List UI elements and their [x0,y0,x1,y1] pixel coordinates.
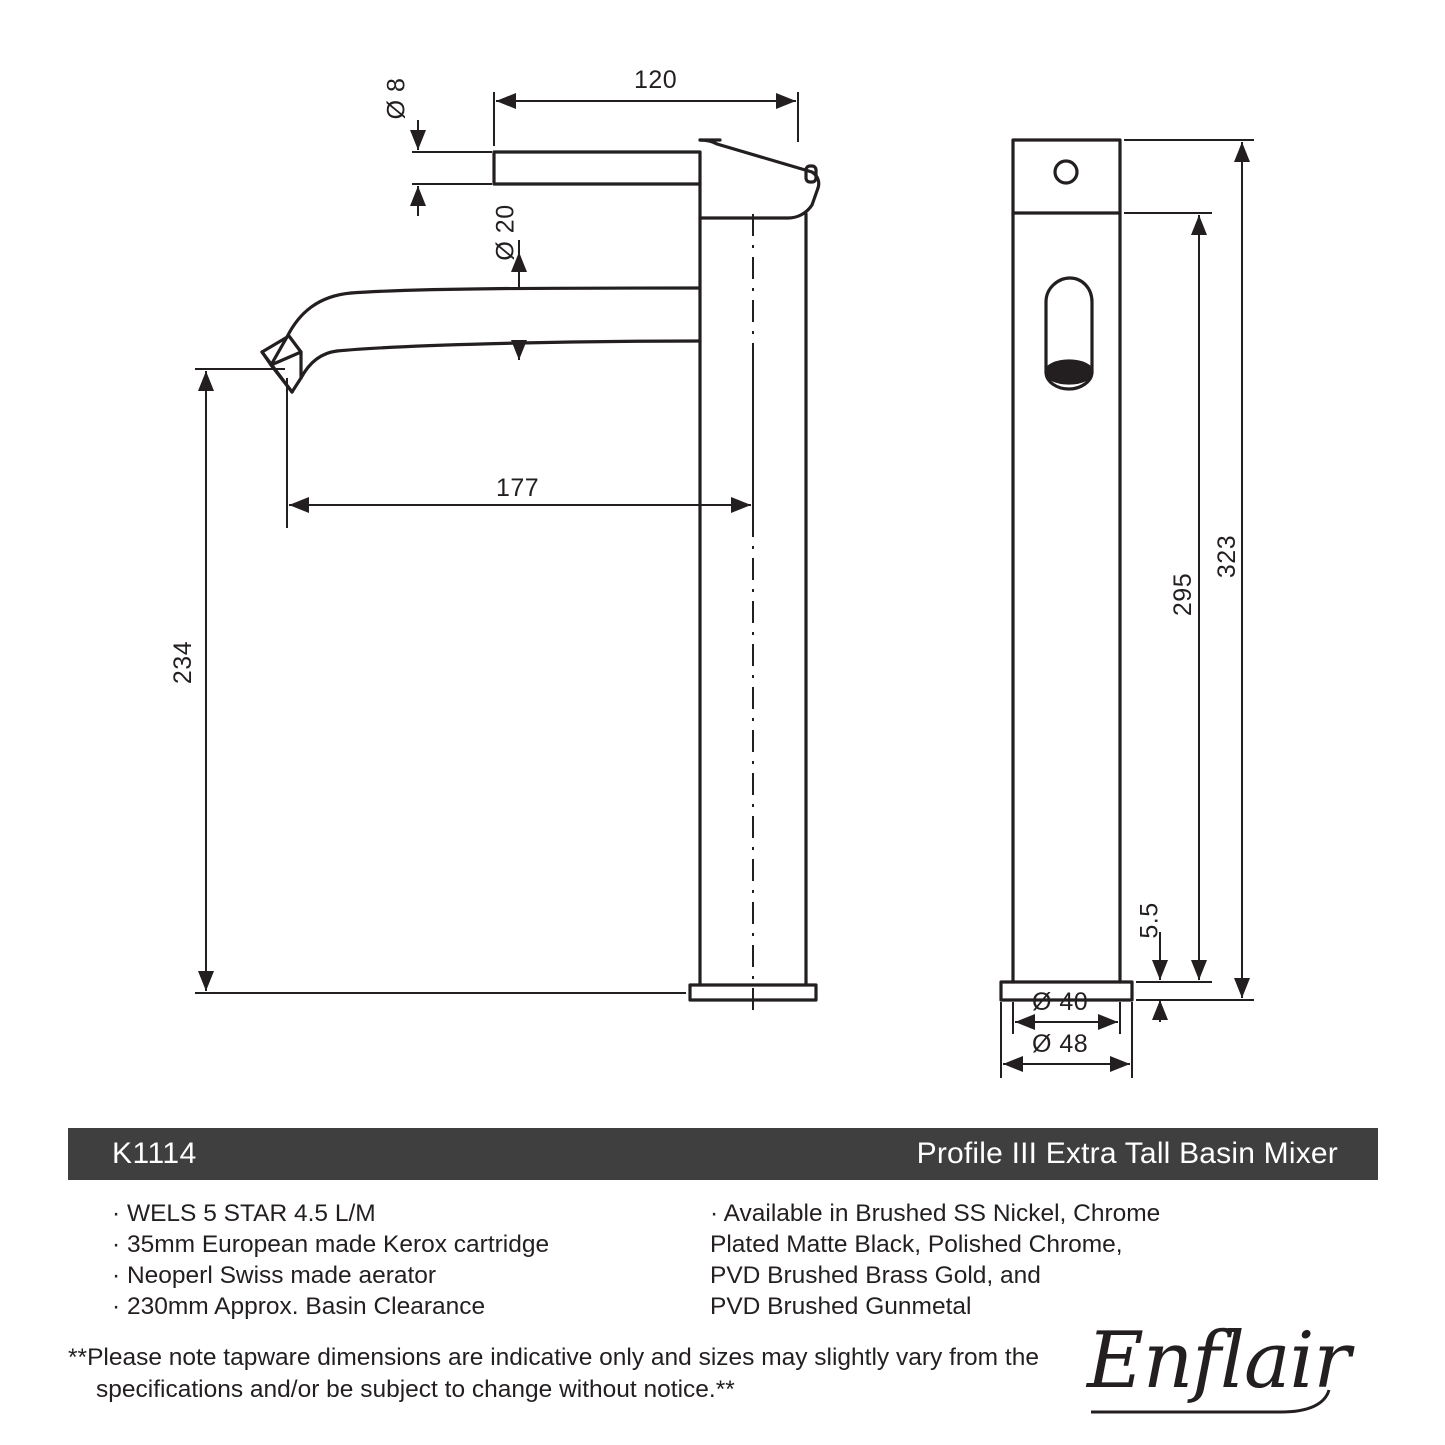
product-name: Profile III Extra Tall Basin Mixer [916,1137,1338,1170]
disclaimer-line-1: **Please note tapware dimensions are indicative only and sizes may slightly vary from the [68,1344,1039,1371]
title-bar [68,1128,1378,1180]
disclaimer [68,1342,1128,1406]
dimension-label-234: 234 [169,640,198,685]
product-code: K1114 [112,1137,197,1170]
availability-line: Plated Matte Black, Polished Chrome, [710,1231,1123,1258]
specifications [68,1198,1378,1322]
availability-line: · Available in Brushed SS Nickel, Chrome [710,1200,1161,1227]
spec-item: · Neoperl Swiss made aerator [112,1262,437,1289]
availability-line: PVD Brushed Brass Gold, and [710,1262,1041,1289]
brand-name: Enflair [1087,1316,1350,1406]
footer [0,1120,1445,1445]
availability-line: PVD Brushed Gunmetal [710,1293,972,1320]
dimension-lines [195,92,1254,1078]
disclaimer-line-2: specifications and/or be subject to change without notice.** [96,1376,735,1403]
spec-column-right [688,1198,1288,1322]
dimension-label-177: 177 [496,474,540,502]
dimension-label-diameter-48: Ø 48 [1032,1030,1089,1058]
brand-logo [1085,1316,1385,1426]
dimension-label-120: 120 [634,66,678,94]
dimension-label-323: 323 [1213,534,1242,579]
side-view-tap [262,140,819,1000]
spec-item: · 35mm European made Kerox cartridge [112,1231,550,1258]
spec-item: · 230mm Approx. Basin Clearance [112,1293,486,1320]
spec-item: · WELS 5 STAR 4.5 L/M [112,1200,376,1227]
dimension-label-295: 295 [1169,572,1198,617]
front-view-tap [1001,140,1132,1000]
dimension-label-diameter-8: Ø 8 [382,77,411,120]
dimension-label-diameter-20: Ø 20 [491,204,520,261]
spec-column-left [68,1198,688,1322]
dimension-label-diameter-40: Ø 40 [1032,988,1089,1016]
dimension-label-5-5: 5.5 [1135,902,1164,939]
